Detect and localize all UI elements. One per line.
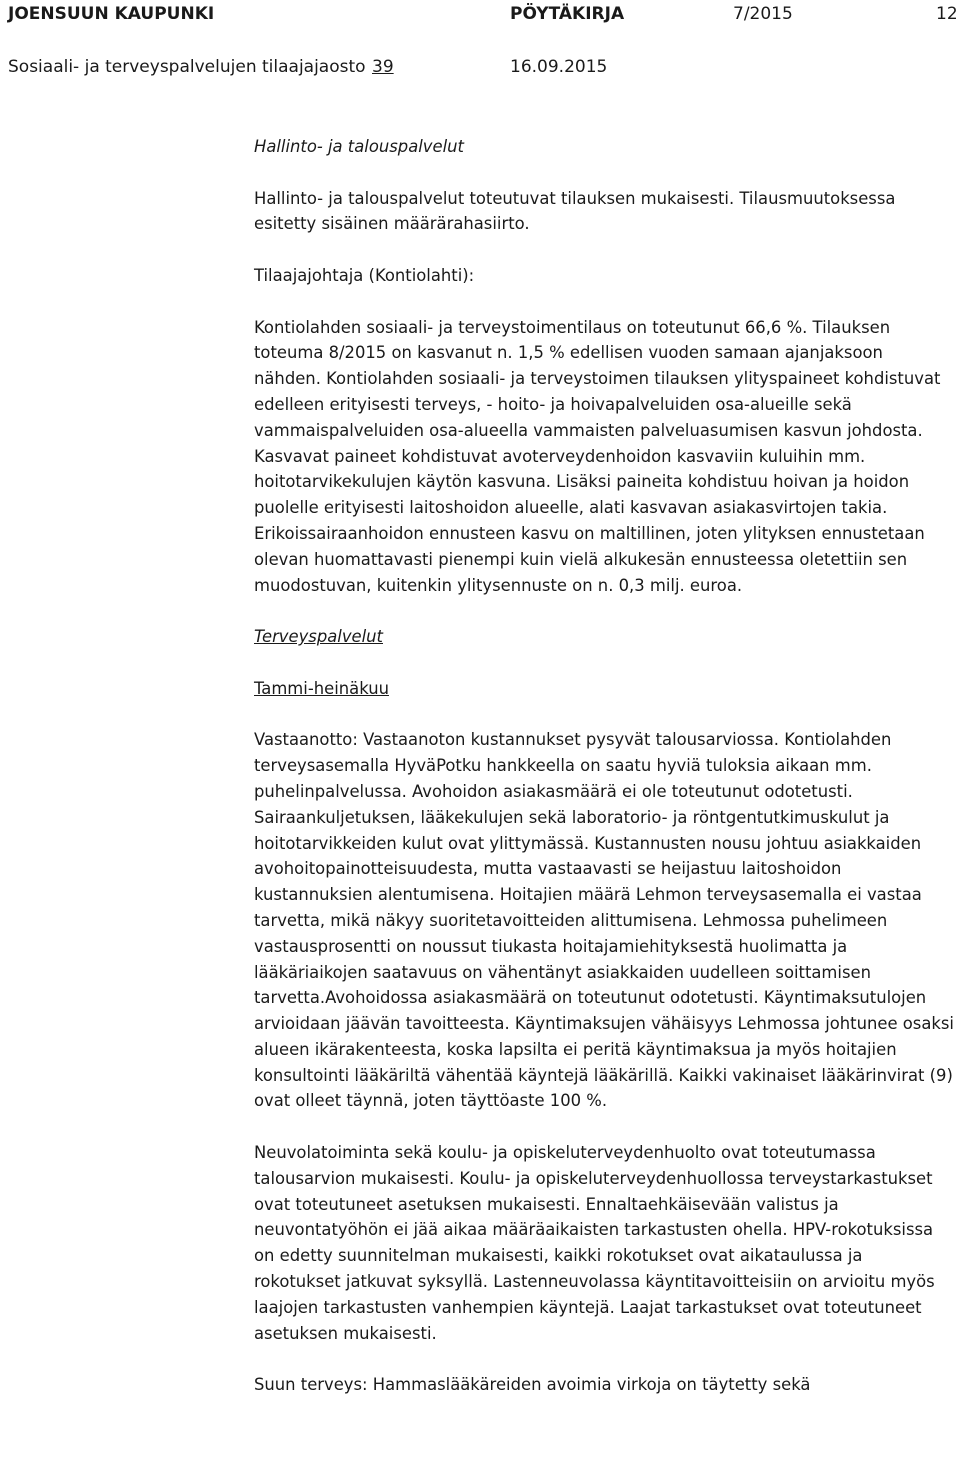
section-number: 39 — [372, 57, 394, 77]
paragraph-maternity-school-health: Neuvolatoiminta sekä koulu- ja opiskeluterveydenhuolto ovat toteutumassa talousarvion mukaisesti. Koulu- ja opiskeluterveydenhuollossa terveystarkastukset ovat toteutuneet asetuksen mukaisesti. Ennaltaehkäisevään valistus ja neuvontatyöhön ei jää aikaa määräaikaisten tarkastusten ohella. HPV-rokotuksissa on edetty suunnitelman mukaisesti, kaikki rokotukset ovat aikataulussa ja rokotukset jatkuvat syksyllä. Lastenneuvolassa käyntitavoitteisiin on arvioitu myös laajojen tarkastusten vanhempien käyntejä. Laajat tarkastukset ovat toteutuneet asetuksen mukaisesti. — [254, 1143, 935, 1343]
committee-name: Sosiaali- ja terveyspalvelujen tilaajajaosto — [8, 57, 366, 77]
document-type: PÖYTÄKIRJA — [510, 4, 625, 24]
meeting-date: 16.09.2015 — [510, 57, 608, 77]
page-number: 12 — [936, 4, 958, 24]
organization-name: JOENSUUN KAUPUNKI — [8, 4, 215, 24]
paragraph-reception: Vastaanotto: Vastaanoton kustannukset pysyvät talousarviossa. Kontiolahden terveysasemalla HyväPotku hankkeella on saatu hyviä tuloksia aikaan mm. puhelinpalvelussa. Avohoidon asiakasmäärä ei ole toteutunut odotetusti. Sairaankuljetuksen, lääkekulujen sekä laboratorio- ja röntgentutkimuskulut ja hoitotarvikkeiden kulut ovat ylittymässä. Kustannusten nousu johtuu asiakkaiden avohoitopainotteisuudesta, mutta vastaavasti se heijastuu laitoshoidon kustannuksien alentumisena. Hoitajien määrä Lehmon terveysasemalla ei vastaa tarvetta, mikä näkyy suoritetavoitteiden alittumisena. Lehmossa puhelimeen vastausprosentti on noussut tiukasta hoitajamiehityksestä huolimatta ja lääkäriaikojen saatavuus on vähentänyt asiakkaiden uudelleen soittamisen tarvetta.Avohoidossa asiakasmäärä on toteutunut odotetusti. Käyntimaksutulojen arvioidaan jäävän tavoitteesta. Käyntimaksujen vähäisyys Lehmossa johtunee osaksi alueen ikärakenteesta, koska lapsilta ei peritä käyntimaksua ja myös hoitajien konsultointi lääkäriltä vähentää käyntejä lääkärillä. Kaikki vakinaiset lääkärinvirat (9) ovat olleet täynnä, joten täyttöaste 100 %. — [254, 730, 954, 1111]
heading-admin-services: Hallinto- ja talouspalvelut — [254, 137, 464, 156]
paragraph-admin-services: Hallinto- ja talouspalvelut toteutuvat tilauksen mukaisesti. Tilausmuutoksessa esitetty sisäinen määrärahasiirto. — [254, 188, 896, 234]
heading-health-services: Terveyspalvelut — [254, 627, 383, 647]
paragraph-dental-health: Suun terveys: Hammaslääkäreiden avoimia virkoja on täytetty sekä — [254, 1375, 811, 1395]
subheading-period: Tammi-heinäkuu — [254, 678, 389, 698]
paragraph-director-report: Kontiolahden sosiaali- ja terveystoimentilaus on toteutunut 66,6 %. Tilauksen toteuma 8/2015 on kasvanut n. 1,5 % edellisen vuoden samaan ajanjaksoon nähden. Kontiolahden sosiaali- ja terveystoimen tilauksen ylityspaineet kohdistuvat edelleen erityisesti terveys, - hoito- ja hoivapalveluiden osa-alueille sekä vammaispalveluiden osa-alueella vammaisten palveluasumisen kasvun johdosta. Kasvavat paineet kohdistuvat avoterveydenhoidon kasvaviin kuluihin mm. hoitotarvikekulujen käytön kasvuna. Lisäksi paineita kohdistuu hoivan ja hoidon puolelle erityisesti laitoshoidon alueelle, alati kasvavan asiakasvirtojen takia. Erikoissairaanhoidon ennusteen kasvu on maltillinen, joten ylityksen ennustetaan olevan huomattavasti pienempi kuin vielä alkukesän ennusteessa oletettiin sen muodostuvan, kuitenkin ylitysennuste on n. 0,3 milj. euroa. — [254, 317, 941, 595]
heading-director: Tilaajajohtaja (Kontiolahti): — [254, 265, 475, 285]
document-body — [254, 134, 954, 1398]
document-number: 7/2015 — [733, 4, 793, 24]
